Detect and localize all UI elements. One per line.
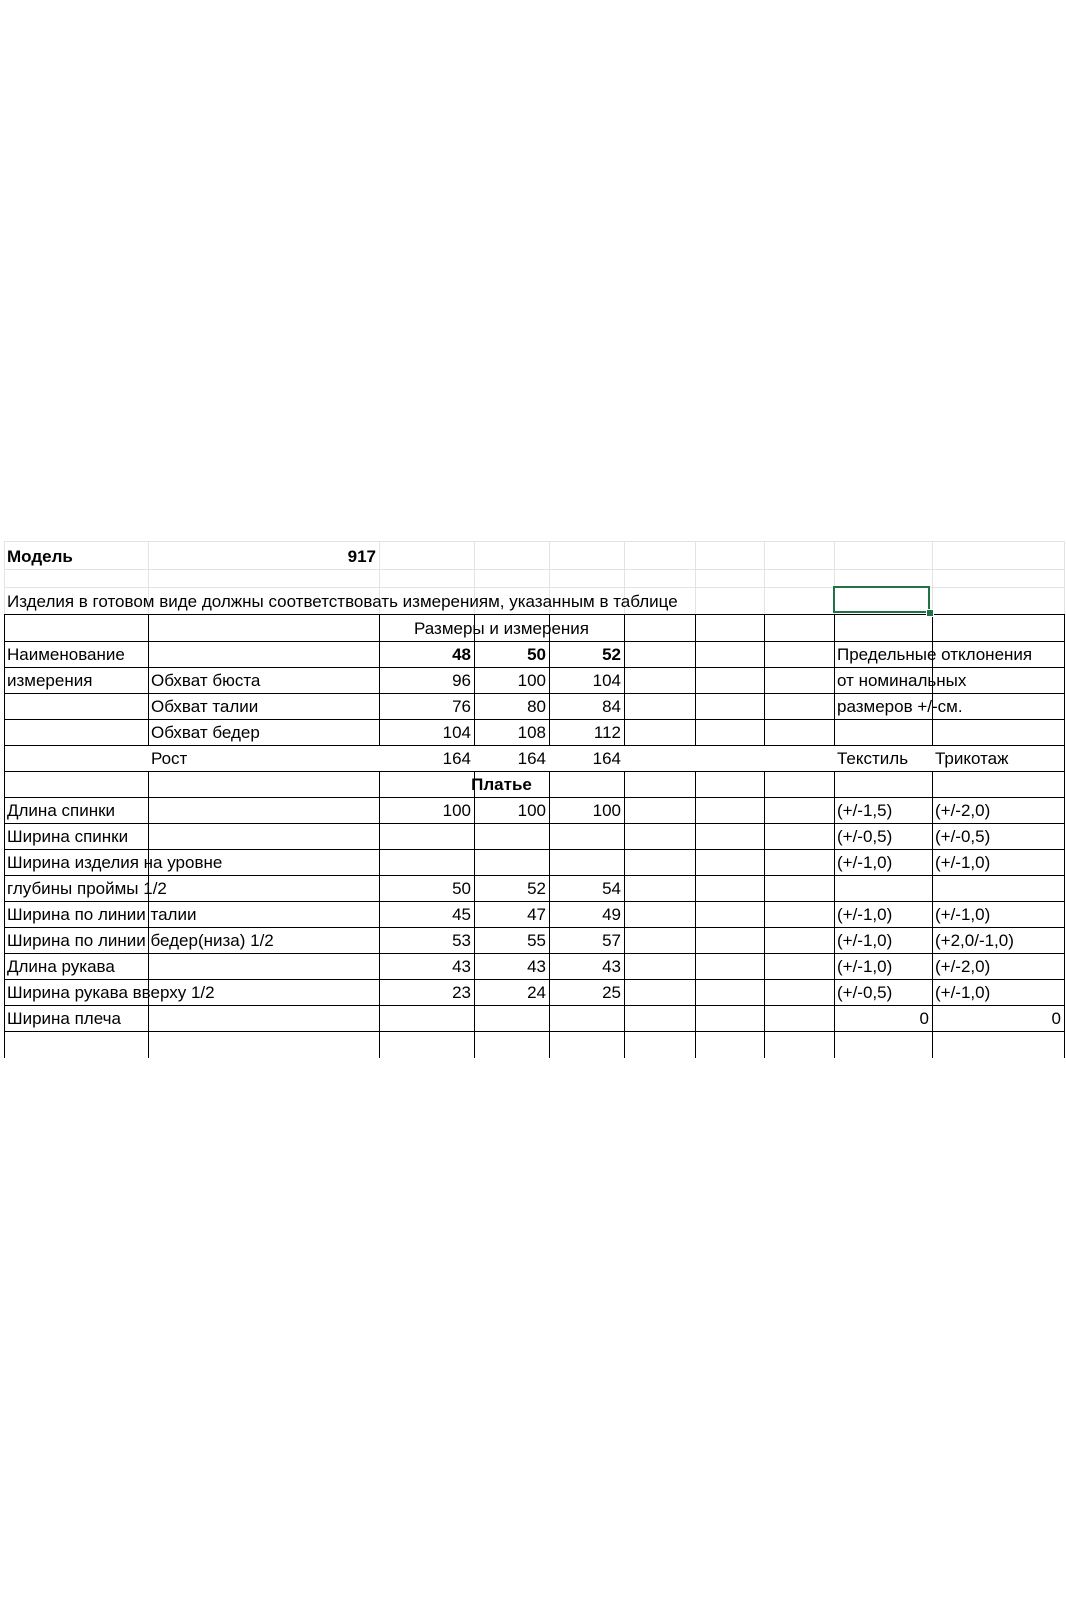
table-border <box>4 719 1065 720</box>
table-border <box>695 614 696 746</box>
table-border <box>764 614 765 746</box>
deviation-header: Предельные отклонения <box>837 645 1033 664</box>
product-row-value: 43 <box>527 957 546 976</box>
table-border <box>4 797 1065 798</box>
table-border <box>549 771 550 1058</box>
knit-header: Трикотаж <box>935 749 1009 768</box>
product-row-value: 55 <box>527 931 546 950</box>
knit-tolerance: (+2,0/-1,0) <box>935 931 1014 950</box>
body-measurement-label: Рост <box>151 749 188 768</box>
knit-tolerance: (+/-0,5) <box>935 827 991 846</box>
body-measurement-value: 108 <box>517 723 546 742</box>
product-row-label: Ширина по линии талии <box>7 905 197 924</box>
knit-tolerance: (+/-2,0) <box>935 801 991 820</box>
body-measurement-value: 104 <box>442 723 471 742</box>
table-border <box>1064 614 1065 1058</box>
product-row-value: 100 <box>592 801 621 820</box>
table-border <box>834 614 835 746</box>
product-row-value: 50 <box>452 879 471 898</box>
knit-tolerance: 0 <box>1051 1009 1061 1028</box>
table-border <box>379 614 380 746</box>
table-title: Размеры и измерения <box>413 619 590 638</box>
table-border <box>4 745 1065 746</box>
body-measurement-value: 76 <box>452 697 471 716</box>
product-row-label: Ширина рукава вверху 1/2 <box>7 983 215 1002</box>
deviation-header: от номинальных <box>837 671 967 690</box>
table-border <box>148 614 149 746</box>
table-border <box>4 849 1065 850</box>
table-border <box>379 771 380 1058</box>
table-border <box>4 614 5 1058</box>
table-border <box>4 927 1065 928</box>
table-border <box>764 771 765 1058</box>
deviation-header: размеров +/-см. <box>837 697 963 716</box>
textile-header: Текстиль <box>837 749 909 768</box>
body-measurement-value: 84 <box>602 697 621 716</box>
gridline-light <box>1064 541 1065 615</box>
product-row-value: 53 <box>452 931 471 950</box>
table-border <box>834 771 835 1058</box>
knit-tolerance: (+/-1,0) <box>935 983 991 1002</box>
body-measurement-value: 80 <box>527 697 546 716</box>
textile-tolerance: (+/-1,0) <box>837 905 893 924</box>
body-measurement-label: Обхват бедер <box>151 723 260 742</box>
table-border <box>4 667 1065 668</box>
body-measurement-value: 104 <box>592 671 621 690</box>
body-measurement-value: 164 <box>517 749 546 768</box>
product-row-label: Ширина спинки <box>7 827 129 846</box>
product-row-value: 49 <box>602 905 621 924</box>
table-border <box>695 771 696 1058</box>
product-row-value: 24 <box>527 983 546 1002</box>
product-row-value: 43 <box>602 957 621 976</box>
table-border <box>4 693 1065 694</box>
table-border <box>4 614 1065 615</box>
table-border <box>624 771 625 1058</box>
table-border <box>4 901 1065 902</box>
knit-tolerance: (+/-2,0) <box>935 957 991 976</box>
product-row-value: 52 <box>527 879 546 898</box>
table-border <box>474 771 475 1058</box>
product-row-label: Длина спинки <box>7 801 116 820</box>
gridline-light <box>932 541 933 615</box>
fill-handle[interactable] <box>926 609 934 617</box>
product-row-value: 57 <box>602 931 621 950</box>
selected-cell[interactable] <box>833 586 930 613</box>
table-border <box>4 641 1065 642</box>
table-border <box>4 979 1065 980</box>
table-border <box>4 1005 1065 1006</box>
table-border <box>4 823 1065 824</box>
textile-tolerance: (+/-1,5) <box>837 801 893 820</box>
model-number: 917 <box>347 547 376 566</box>
product-title: Платье <box>471 775 532 794</box>
table-border <box>4 953 1065 954</box>
textile-tolerance: (+/-1,0) <box>837 931 893 950</box>
model-label: Модель <box>7 547 73 566</box>
textile-tolerance: (+/-1,0) <box>837 957 893 976</box>
product-row-value: 54 <box>602 879 621 898</box>
gridline-light <box>4 541 5 615</box>
product-row-value: 47 <box>527 905 546 924</box>
body-measurement-value: 112 <box>593 723 621 742</box>
notice-text: Изделия в готовом виде должны соответствовать измерениям, указанным в таблице <box>7 592 678 611</box>
table-border <box>4 1031 1065 1032</box>
textile-tolerance: (+/-0,5) <box>837 827 893 846</box>
product-row-label: Ширина по линии бедер(низа) 1/2 <box>7 931 274 950</box>
body-measurement-label: Обхват талии <box>151 697 259 716</box>
product-row-label: глубины проймы 1/2 <box>7 879 167 898</box>
product-row-value: 23 <box>452 983 471 1002</box>
table-border <box>932 771 933 1058</box>
product-row-label: Ширина плеча <box>7 1009 121 1028</box>
header-name-top: Наименование <box>7 645 125 664</box>
textile-tolerance: (+/-1,0) <box>837 853 893 872</box>
body-measurement-label: Обхват бюста <box>151 671 261 690</box>
body-measurement-value: 164 <box>592 749 621 768</box>
knit-tolerance: (+/-1,0) <box>935 905 991 924</box>
table-border <box>4 875 1065 876</box>
product-row-label: Длина рукава <box>7 957 115 976</box>
knit-tolerance: (+/-1,0) <box>935 853 991 872</box>
table-border <box>4 771 1065 772</box>
product-row-value: 45 <box>452 905 471 924</box>
product-row-value: 25 <box>602 983 621 1002</box>
product-row-value: 43 <box>452 957 471 976</box>
body-measurement-value: 164 <box>442 749 471 768</box>
size-header: 48 <box>452 645 471 664</box>
textile-tolerance: 0 <box>919 1009 929 1028</box>
body-measurement-value: 100 <box>517 671 546 690</box>
product-row-value: 100 <box>517 801 546 820</box>
table-border <box>624 614 625 746</box>
header-name-bottom: измерения <box>7 671 93 690</box>
size-header: 50 <box>527 645 546 664</box>
size-header: 52 <box>602 645 621 664</box>
body-measurement-value: 96 <box>452 671 471 690</box>
product-row-value: 100 <box>442 801 471 820</box>
textile-tolerance: (+/-0,5) <box>837 983 893 1002</box>
gridline-light <box>4 541 1065 542</box>
product-row-label: Ширина изделия на уровне <box>7 853 223 872</box>
gridline-light <box>4 569 1065 570</box>
